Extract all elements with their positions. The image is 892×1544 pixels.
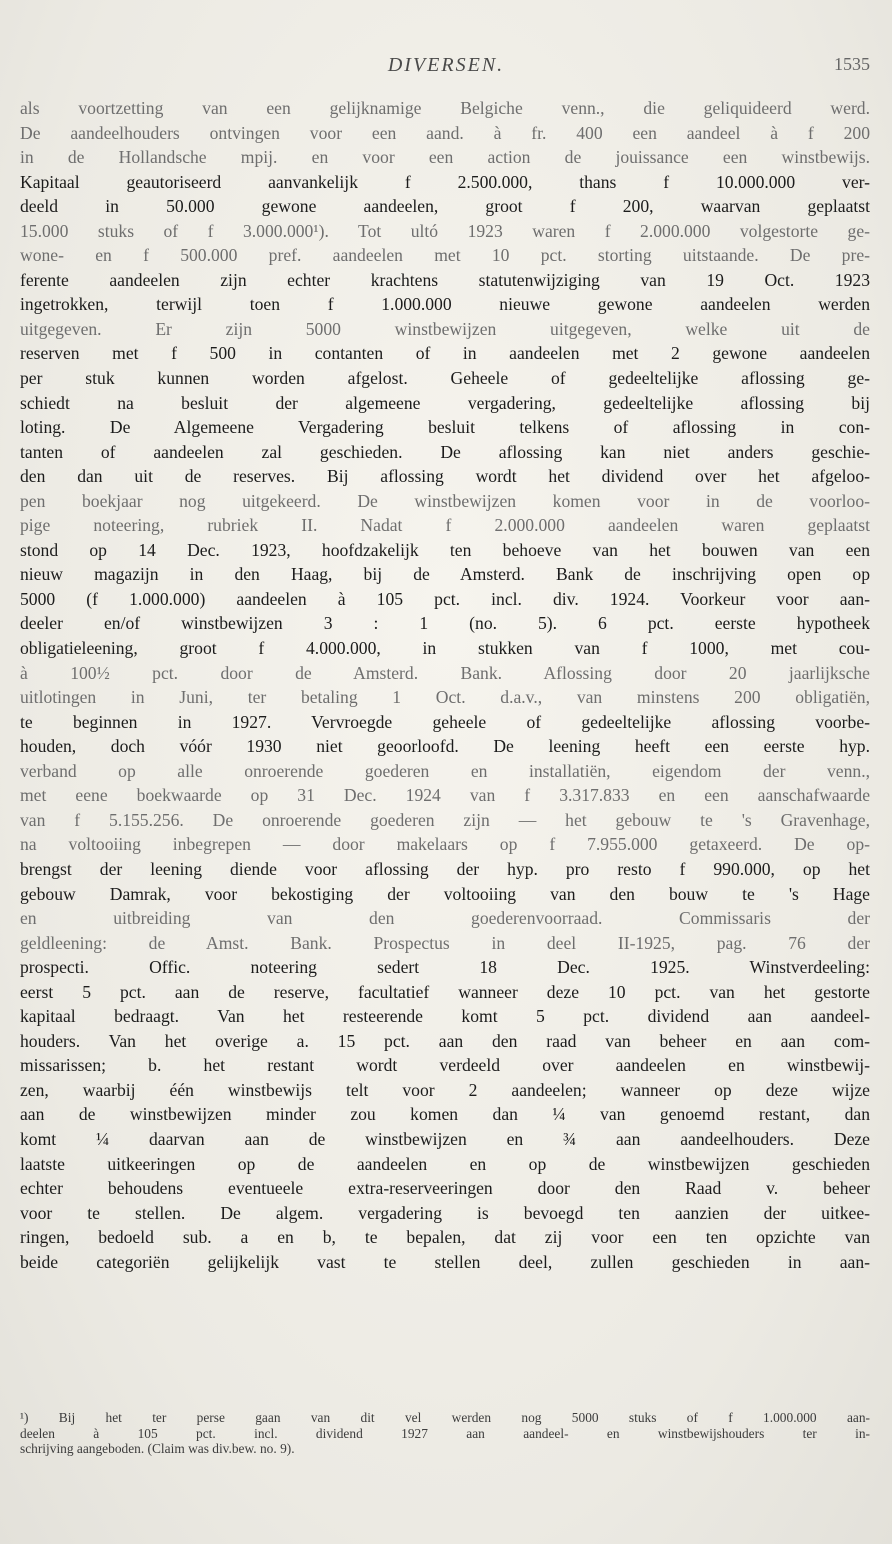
text-line: nieuw magazijn in den Haag, bij de Amsterd. Bank de inschrijving open op bbox=[20, 564, 870, 585]
text-line: schiedt na besluit der algemeene vergadering, gedeeltelijke aflossing bij bbox=[20, 392, 870, 413]
text-line: brengst der leening diende voor aflossing der hyp. pro resto f 990.000, op het bbox=[20, 858, 870, 879]
text-line: echter behoudens eventueele extra-reserveeringen door den Raad v. beheer bbox=[20, 1178, 870, 1199]
text-line: zen, waarbij één winstbewijs telt voor 2 aandeelen; wanneer op deze wijze bbox=[20, 1079, 870, 1100]
footnote bbox=[20, 1410, 870, 1457]
text-line: gebouw Damrak, voor bekostiging der voltooiing van den bouw te 's Hage bbox=[20, 883, 870, 904]
footnote-line: deelen à 105 pct. incl. dividend 1927 aan aandeel- en winstbewijshouders ter in- bbox=[20, 1425, 870, 1441]
text-line: beide categoriën gelijkelijk vast te stellen deel, zullen geschieden in aan- bbox=[20, 1251, 870, 1272]
text-line: aan de winstbewijzen minder zou komen dan ¼ van genoemd restant, dan bbox=[20, 1104, 870, 1125]
text-line: eerst 5 pct. aan de reserve, facultatief wanneer deze 10 pct. van het gestorte bbox=[20, 981, 870, 1002]
page-header bbox=[0, 48, 892, 78]
text-line: pige noteering, rubriek II. Nadat f 2.000.000 aandeelen waren geplaatst bbox=[20, 515, 870, 536]
text-line: en uitbreiding van den goederenvoorraad. Commissaris der bbox=[20, 908, 870, 929]
text-line: prospecti. Offic. noteering sedert 18 Dec. 1925. Winstverdeeling: bbox=[20, 957, 870, 978]
body-text bbox=[20, 96, 870, 1274]
text-line: Kapitaal geautoriseerd aanvankelijk f 2.500.000, thans f 10.000.000 ver- bbox=[20, 171, 870, 192]
text-line: ingetrokken, terwijl toen f 1.000.000 nieuwe gewone aandeelen werden bbox=[20, 294, 870, 315]
text-line: per stuk kunnen worden afgelost. Geheele of gedeeltelijke aflossing ge- bbox=[20, 368, 870, 389]
text-line: van f 5.155.256. De onroerende goederen zijn — het gebouw te 's Gravenhage, bbox=[20, 809, 870, 830]
text-line: loting. De Algemeene Vergadering besluit telkens of aflossing in con- bbox=[20, 417, 870, 438]
text-line: ferente aandeelen zijn echter krachtens statutenwijziging van 19 Oct. 1923 bbox=[20, 269, 870, 290]
text-line: na voltooiing inbegrepen — door makelaars op f 7.955.000 getaxeerd. De op- bbox=[20, 834, 870, 855]
text-line: met eene boekwaarde op 31 Dec. 1924 van f 3.317.833 en een aanschafwaarde bbox=[20, 785, 870, 806]
text-line: à 100½ pct. door de Amsterd. Bank. Aflossing door 20 jaarlijksche bbox=[20, 662, 870, 683]
text-line: De aandeelhouders ontvingen voor een aand. à fr. 400 een aandeel à f 200 bbox=[20, 122, 870, 143]
text-line: ringen, bedoeld sub. a en b, te bepalen, dat zij voor een ten opzichte van bbox=[20, 1227, 870, 1248]
text-line: 15.000 stuks of f 3.000.000¹). Tot ultó 1923 waren f 2.000.000 volgestorte ge- bbox=[20, 220, 870, 241]
text-line: reserven met f 500 in contanten of in aandeelen met 2 gewone aandeelen bbox=[20, 343, 870, 364]
footnote-line: ¹) Bij het ter perse gaan van dit vel werden nog 5000 stuks of f 1.000.000 aan- bbox=[20, 1410, 870, 1425]
page-number: 1535 bbox=[834, 54, 870, 74]
text-line: te beginnen in 1927. Vervroegde geheele of gedeeltelijke aflossing voorbe- bbox=[20, 711, 870, 732]
text-line: houden, doch vóór 1930 niet geoorloofd. De leening heeft een eerste hyp. bbox=[20, 736, 870, 757]
text-line: uitgegeven. Er zijn 5000 winstbewijzen uitgegeven, welke uit de bbox=[20, 318, 870, 339]
text-line: tanten of aandeelen zal geschieden. De aflossing kan niet anders geschie- bbox=[20, 441, 870, 462]
text-line: deeld in 50.000 gewone aandeelen, groot f 200, waarvan geplaatst bbox=[20, 196, 870, 217]
running-title: DIVERSEN. bbox=[387, 54, 505, 76]
text-line: deeler en/of winstbewijzen 3 : 1 (no. 5). 6 pct. eerste hypotheek bbox=[20, 613, 870, 634]
footnote-line: schrijving aangeboden. (Claim was div.bew. no. 9). bbox=[20, 1441, 295, 1456]
text-line: als voortzetting van een gelijknamige Belgiche venn., die geliquideerd werd. bbox=[20, 98, 870, 118]
text-line: voor te stellen. De algem. vergadering is bevoegd ten aanzien der uitkee- bbox=[20, 1202, 870, 1223]
text-line: verband op alle onroerende goederen en installatiën, eigendom der venn., bbox=[20, 760, 870, 781]
text-line: kapitaal bedraagt. Van het resteerende komt 5 pct. dividend aan aandeel- bbox=[20, 1006, 870, 1027]
text-line: uitlotingen in Juni, ter betaling 1 Oct. d.a.v., van minstens 200 obligatiën, bbox=[20, 687, 870, 708]
text-line: missarissen; b. het restant wordt verdeeld over aandeelen en winstbewij- bbox=[20, 1055, 870, 1076]
text-line: in de Hollandsche mpij. en voor een action de jouissance een winstbewijs. bbox=[20, 147, 870, 168]
text-line: laatste uitkeeringen op de aandeelen en op de winstbewijzen geschieden bbox=[20, 1153, 870, 1174]
text-line: komt ¼ daarvan aan de winstbewijzen en ¾ aan aandeelhouders. Deze bbox=[20, 1128, 870, 1149]
text-line: wone- en f 500.000 pref. aandeelen met 10 pct. storting uitstaande. De pre- bbox=[20, 245, 870, 266]
text-line: obligatieleening, groot f 4.000.000, in stukken van f 1000, met cou- bbox=[20, 638, 870, 659]
text-line: den dan uit de reserves. Bij aflossing wordt het dividend over het afgeloo- bbox=[20, 466, 870, 487]
text-line: 5000 (f 1.000.000) aandeelen à 105 pct. incl. div. 1924. Voorkeur voor aan- bbox=[20, 588, 870, 609]
text-line: geldleening: de Amst. Bank. Prospectus in deel II-1925, pag. 76 der bbox=[20, 932, 870, 953]
text-line: stond op 14 Dec. 1923, hoofdzakelijk ten behoeve van het bouwen van een bbox=[20, 539, 870, 560]
text-line: pen boekjaar nog uitgekeerd. De winstbewijzen komen voor in de voorloo- bbox=[20, 490, 870, 511]
text-line: houders. Van het overige a. 15 pct. aan den raad van beheer en aan com- bbox=[20, 1030, 870, 1051]
